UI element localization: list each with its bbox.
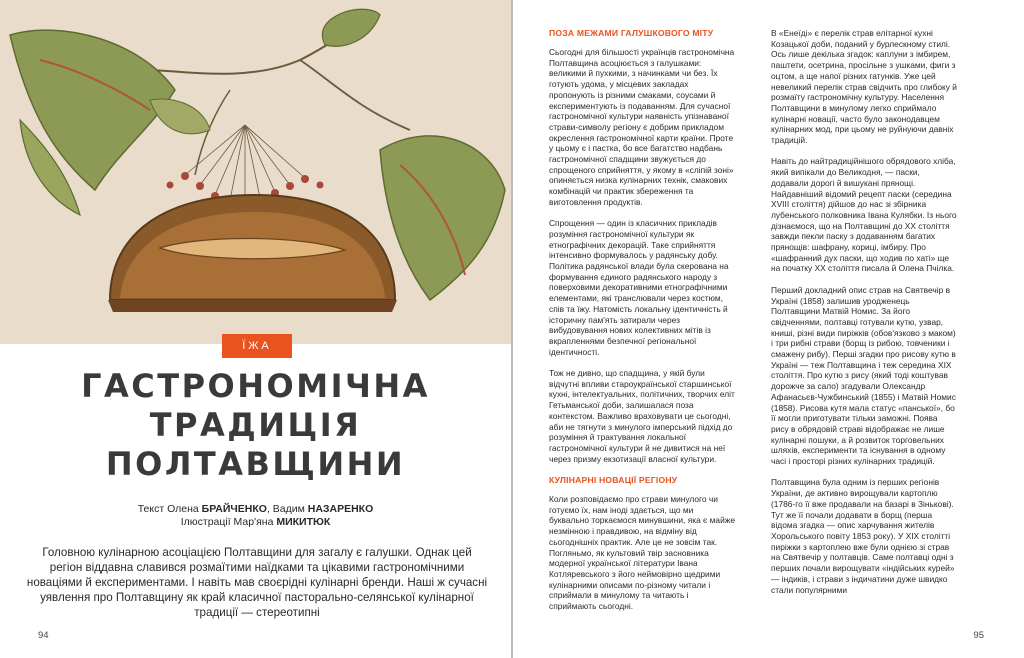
lead-paragraph: Головною кулінарною асоціацією Полтавщини для загалу є галушки. Однак цей регіон віддавна славився розмаїтими наїдками та цікавими гастрономічними новаціями й експериментами. І навіть мав своєрідні кулінарні бренди. Наші ж сучасні уявлення про Полтавщину як край класичної пасторально-селянської кулінарної традиції — стереотипні — [26, 546, 488, 619]
author-credit — [0, 503, 511, 516]
section-heading-2: КУЛІНАРНІ НОВАЦІЇ РЕГІОНУ — [549, 475, 678, 486]
illustrator-credit — [0, 516, 511, 529]
bread-illustration — [0, 0, 511, 344]
author-1: БРАЙЧЕНКО — [201, 503, 267, 515]
text-column-2 — [771, 28, 957, 606]
category-badge: ЇЖА — [222, 334, 292, 358]
text-column-1 — [549, 28, 735, 623]
illustrator-prefix: Ілюстрації Мар'яна — [180, 516, 277, 528]
author-2: НАЗАРЕНКО — [307, 503, 374, 515]
bread-with-viburnum-drawing — [0, 0, 511, 344]
credits — [0, 503, 511, 529]
paragraph: Коли розповідаємо про страви минулого чи готуємо їх, нам іноді здається, що ми буквально торкаємося минувшини, яка є майже незмінною і правдивою, на відміну від сьогоднішніх практик. Але це не зовсім так. Погляньмо, як культовий твір засновника модерної української літератури Івана Котляревського з його неймовірно щедрими кулінарними описами по-різному читали і сприймали в минулому та читають і сприймають сьогодні. — [549, 494, 736, 612]
title-line-1: ГАСТРОНОМІЧНА — [81, 367, 430, 405]
paragraph: Навіть до найтрадиційнішого обрядового хліба, який випікали до Великодня, — паски, додавали дорогі й вишукані прянощі. Найдавніший відомий рецепт паски (середина XVIII століття) дійшов до нас зі збірника лубенського полковника Івана Кулябки. Із нього дізнаємося, що на Полтавщині до XX століття завжди пекли паску з додаванням багатих прянощів: шафрану, кориці, імбиру. Про «шафранний дух паски, що ходив по хаті» ще на початку XX століття писала й Олена Пчілка. — [771, 156, 957, 274]
left-page — [0, 0, 511, 658]
section-heading-1: ПОЗА МЕЖАМИ ГАЛУШКОВОГО МІТУ — [549, 28, 714, 38]
paragraph: Полтавщина була одним із перших регіонів України, де активно вирощували картоплю (1786-го її вже продавали на базарі в Зінькові). Тут же її почали додавати в борщ (перша відома згадка — опис харчування жителів Хорольського повіту 1853 року). У XIX столітті пиріжки з картоплею вже були однією зі страв на Святвечір у полтавців. Саме полтавці одні з перших почали вирощувати «індійських курей» — індиків, і страви з індичатини дуже швидко стали популярними — [771, 477, 955, 595]
title-line-3: ПОЛТАВЩИНИ — [105, 445, 406, 483]
paragraph: Спрощення — один із класичних прикладів розуміння гастрономічної культури як етнографічних декорацій. Таке сприйняття інтенсивно формувалось у радянську добу. Політика радянської влади була скерована на формування єдиного радянського народу з поверховими декоративними етнографічними елементами, які транслювали через костюм, спів та їжу. Натомість локальну ідентичність й історичну пам'ять затирали через вибудовування нових колективних мітів із вкрапленнями безпечної регіональної ідентичності. — [549, 218, 729, 357]
text-prefix: Текст Олена — [137, 503, 202, 515]
title-line-2: ТРАДИЦІЯ — [149, 406, 362, 444]
right-page — [513, 0, 1024, 658]
paragraph: В «Енеїді» є перелік страв елітарної кухні Козацької доби, поданий у бурлескному стилі. Ось лише декілька згадок: каплуни з імбирем, паштети, осетрина, просільне з ушками, фиги з оцтом, а ще напої різних гатунків. Уже цей невеликий перелік страв свідчить про глибоку й розмаїту гастрономічну культуру. Населення Полтавщини в минулому легко сприймало кулінарні новації, часто було законодавцем кулінарних мод, при цьому не руйнуючи давніх традицій. — [771, 28, 957, 146]
article-title — [0, 367, 511, 484]
illustrator-name: МИКИТЮК — [276, 516, 331, 528]
paragraph: Перший докладний опис страв на Святвечір в Україні (1858) залишив уродженець Полтавщини Матвій Номис. За його свідченнями, полтавці готували кутю, узвар, книші, різні види пиріжків (обов'язково з маком) і три рибні страви (борщ із рибою, товченики і смажену рибу). Перші згадки про рисову кутю в Україні — теж Полтавщина і теж середина XIX століття. Про кутю з рису (який тоді коштував дорожче за сало) згадували Олександр Афанасьєв-Чужбинський (1855) і Матвій Номис (1858). Рисова кутя мала статус «панської», бо її могли приготувати тільки заможні. Поява рису в обрядовій страві відображає не лише кулінарні пошуки, а й розвиток торговельних шляхів, експерименти та існування в одному часі і просторі різних кулінарних традицій. — [771, 284, 956, 467]
paragraph: Сьогодні для більшості українців гастрономічна Полтавщина асоціюється з галушками: великими й пухкими, з начинками чи без. Їх готують удома, у місцевих закладах пропонують із різними смаками, соусами й експериментують із подаванням. Для сучасної гастрономічної культури наявність упізнаваної страви-символу регіону є добрим прикладом окреслення гастрономічної карти країни. Проте у цьому є і пастка, бо все багатство надбань гастрономічної спадщини звужується до спрощеного сприйняття, у якому в «сліпій зоні» опиняється низка кулінарних технік, смакових комбінацій чи практик збереження та виготовлення продуктів. — [549, 47, 735, 207]
author-separator: , Вадим — [266, 503, 308, 515]
page-number-left: 94 — [38, 630, 49, 641]
paragraph: Тож не дивно, що спадщина, у якій були відчутні впливи староукраїнської старшинської кухні, інтелектуальних, політичних, творчих еліт Гетьманської доби, залишалася поза контекстом. Важливо враховувати це сьогодні, аби не тягнути з минулого імперський підхід до розуміння й трактування локальної гастрономічної культури й не дивитися на неї через призму екзотизації власної культури. — [549, 368, 735, 464]
page-number-right: 95 — [973, 630, 984, 641]
